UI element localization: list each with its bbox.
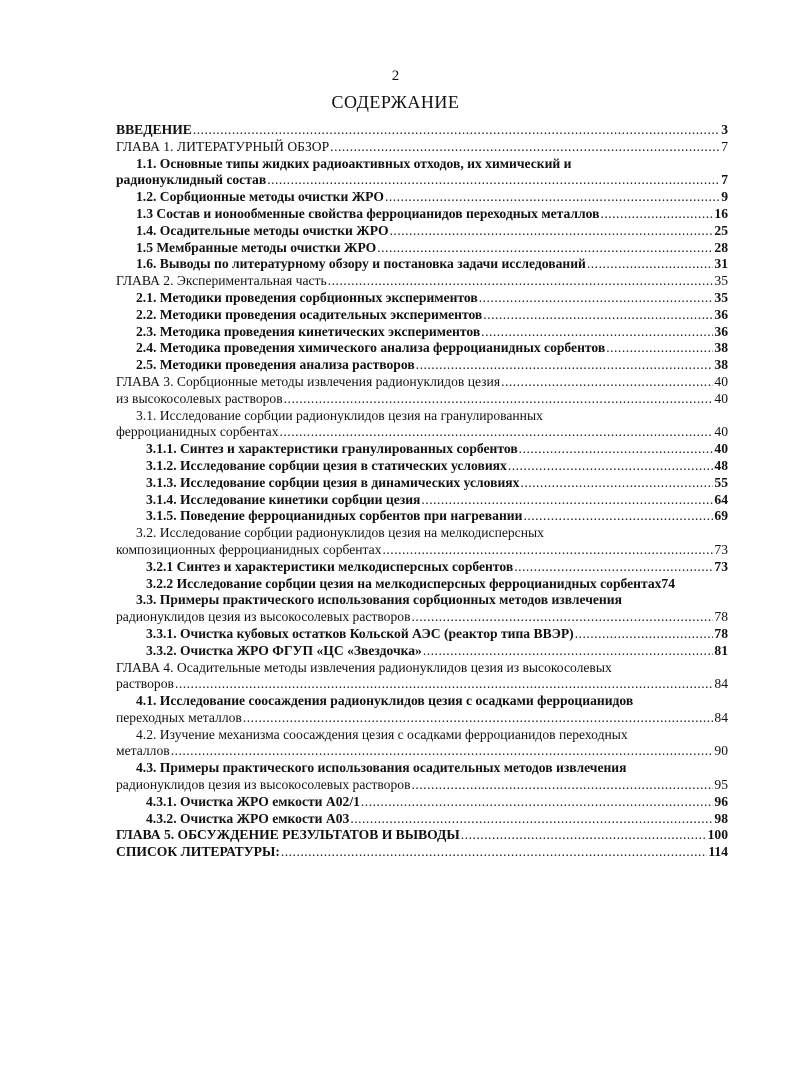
- toc-dot-leader: [423, 643, 714, 660]
- toc-entry-page: 64: [714, 491, 728, 507]
- toc-entry-title: 4.3.1. Очистка ЖРО емкости А02/1: [146, 793, 360, 809]
- toc-entry: [116, 122, 728, 139]
- toc-entry: [116, 172, 728, 189]
- table-of-contents: [116, 122, 728, 861]
- toc-entry-title: 3.1.3. Исследование сорбции цезия в динамических условиях: [146, 474, 520, 490]
- toc-entry: [116, 156, 728, 173]
- toc-entry-page: 73: [714, 558, 728, 574]
- toc-entry-title: 3.3.1. Очистка кубовых остатков Кольской АЭС (реактор типа ВВЭР): [146, 625, 574, 641]
- toc-entry-title: ГЛАВА 5. ОБСУЖДЕНИЕ РЕЗУЛЬТАТОВ И ВЫВОДЫ: [116, 827, 460, 843]
- toc-entry: [116, 760, 728, 777]
- toc-entry-page: 7: [721, 138, 728, 154]
- toc-dot-leader: [575, 626, 714, 643]
- toc-entry-page: 36: [714, 323, 728, 339]
- toc-dot-leader: [281, 844, 708, 861]
- toc-dot-leader: [514, 559, 713, 576]
- toc-entry: [116, 727, 728, 744]
- toc-dot-leader: [383, 542, 714, 559]
- toc-entry: [116, 643, 728, 660]
- toc-entry-page: 100: [707, 827, 728, 843]
- toc-entry-page: 35: [714, 289, 728, 305]
- toc-dot-leader: [328, 273, 714, 290]
- toc-entry-title: 4.3. Примеры практического использования осадительных методов извлечения: [136, 760, 627, 776]
- toc-entry-page: 73: [714, 541, 728, 557]
- toc-dot-leader: [193, 122, 720, 139]
- toc-dot-leader: [600, 206, 713, 223]
- toc-entry-title: ВВЕДЕНИЕ: [116, 122, 192, 137]
- toc-dot-leader: [520, 475, 713, 492]
- toc-entry-page: 38: [714, 357, 728, 373]
- toc-dot-leader: [171, 743, 714, 760]
- page-number: 2: [391, 68, 400, 84]
- toc-entry-page: 69: [714, 508, 728, 524]
- toc-entry-title: радионуклидов цезия из высокосолевых растворов: [116, 777, 411, 793]
- toc-dot-leader: [501, 374, 713, 391]
- toc-entry: [116, 525, 728, 542]
- toc-entry: [116, 508, 728, 525]
- toc-entry-page: 95: [714, 777, 728, 793]
- toc-entry-title: 3.3.2. Очистка ЖРО ФГУП «ЦС «Звездочка»: [146, 642, 422, 658]
- toc-dot-leader: [280, 424, 714, 441]
- toc-entry: [116, 743, 728, 760]
- toc-dot-leader: [175, 676, 713, 693]
- toc-entry: [116, 206, 728, 223]
- toc-entry: [116, 424, 728, 441]
- toc-entry-title: 1.4. Осадительные методы очистки ЖРО: [136, 222, 389, 238]
- toc-dot-leader: [284, 391, 714, 408]
- toc-entry-title: 4.3.2. Очистка ЖРО емкости А03: [146, 810, 350, 826]
- toc-entry: [116, 374, 728, 391]
- toc-entry-title: 2.2. Методики проведения осадительных экспериментов: [136, 306, 483, 322]
- toc-entry: [116, 307, 728, 324]
- toc-entry-title: 1.1. Основные типы жидких радиоактивных отходов, их химический и: [136, 155, 572, 171]
- toc-entry: [116, 609, 728, 626]
- toc-entry: [116, 324, 728, 341]
- toc-entry: [116, 256, 728, 273]
- toc-entry-title: ферроцианидных сорбентах: [116, 424, 279, 440]
- toc-entry-page: 9: [721, 189, 728, 205]
- toc-entry-page: 38: [714, 340, 728, 356]
- toc-entry-page: 36: [714, 306, 728, 322]
- toc-dot-leader: [587, 256, 714, 273]
- toc-dot-leader: [461, 827, 707, 844]
- toc-entry-page: 40: [714, 424, 728, 440]
- toc-entry-title: переходных металлов: [116, 709, 242, 725]
- toc-entry-title: растворов: [116, 676, 174, 692]
- toc-entry-title: 3.3. Примеры практического использования сорбционных методов извлечения: [136, 592, 622, 608]
- toc-dot-leader: [481, 324, 713, 341]
- toc-entry: [116, 458, 728, 475]
- toc-dot-leader: [243, 710, 714, 727]
- toc-dot-leader: [479, 290, 714, 307]
- toc-entry: [116, 290, 728, 307]
- toc-entry: [116, 492, 728, 509]
- toc-entry-title: 3.2. Исследование сорбции радионуклидов цезия на мелкодисперсных: [136, 525, 544, 541]
- toc-entry-page: 84: [714, 676, 728, 692]
- toc-entry: [116, 189, 728, 206]
- toc-dot-leader: [361, 794, 714, 811]
- toc-entry: [116, 827, 728, 844]
- toc-entry-page: 40: [714, 390, 728, 406]
- toc-entry-title: из высокосолевых растворов: [116, 390, 283, 406]
- toc-entry-page: 114: [708, 844, 728, 860]
- toc-dot-leader: [416, 357, 714, 374]
- toc-entry-title: 3.2.2 Исследование сорбции цезия на мелкодисперсных ферроцианидных сорбентах74: [146, 575, 676, 591]
- toc-entry: [116, 273, 728, 290]
- toc-entry-title: 2.1. Методики проведения сорбционных экспериментов: [136, 289, 478, 305]
- toc-entry: [116, 576, 728, 593]
- toc-entry-page: 84: [714, 709, 728, 725]
- toc-dot-leader: [350, 811, 713, 828]
- toc-entry-title: ГЛАВА 2. Экспериментальная часть: [116, 273, 327, 289]
- toc-entry-page: 78: [714, 609, 728, 625]
- toc-entry: [116, 223, 728, 240]
- toc-dot-leader: [483, 307, 713, 324]
- toc-dot-leader: [385, 189, 720, 206]
- toc-entry-page: 25: [714, 222, 728, 238]
- toc-entry-title: 3.1.1. Синтез и характеристики гранулированных сорбентов: [146, 441, 518, 457]
- toc-entry-page: 40: [714, 441, 728, 457]
- toc-entry-page: 96: [714, 793, 728, 809]
- toc-entry-page: 35: [714, 273, 728, 289]
- toc-entry-title: 3.1.5. Поведение ферроцианидных сорбентов при нагревании: [146, 508, 523, 524]
- toc-entry-title: 1.2. Сорбционные методы очистки ЖРО: [136, 189, 384, 205]
- toc-entry-title: 2.3. Методика проведения кинетических экспериментов: [136, 323, 481, 339]
- toc-entry: [116, 357, 728, 374]
- toc-entry-title: 3.2.1 Синтез и характеристики мелкодисперсных сорбентов: [146, 558, 514, 574]
- toc-entry: [116, 542, 728, 559]
- toc-entry: [116, 777, 728, 794]
- toc-dot-leader: [411, 777, 713, 794]
- toc-entry: [116, 676, 728, 693]
- toc-entry: [116, 340, 728, 357]
- toc-entry-page: 40: [714, 373, 728, 389]
- toc-entry-title: 2.5. Методики проведения анализа растворов: [136, 357, 415, 373]
- toc-entry: [116, 441, 728, 458]
- toc-dot-leader: [377, 240, 713, 257]
- toc-entry: [116, 660, 728, 677]
- toc-entry-page: 55: [714, 474, 728, 490]
- toc-entry-title: 4.2. Изучение механизма соосаждения цезия с осадками ферроцианидов переходных: [136, 726, 628, 742]
- toc-entry: [116, 391, 728, 408]
- toc-entry-title: СПИСОК ЛИТЕРАТУРЫ:: [116, 844, 280, 860]
- toc-dot-leader: [508, 458, 714, 475]
- toc-entry-title: 1.3 Состав и ионообменные свойства ферроцианидов переходных металлов: [136, 205, 600, 221]
- toc-entry-page: 78: [714, 625, 728, 641]
- page-title: СОДЕРЖАНИЕ: [331, 92, 460, 112]
- toc-entry-page: 81: [714, 642, 728, 658]
- toc-dot-leader: [519, 441, 714, 458]
- toc-entry-title: 3.1.4. Исследование кинетики сорбции цезия: [146, 491, 421, 507]
- toc-entry: [116, 626, 728, 643]
- toc-entry: [116, 811, 728, 828]
- toc-entry-title: радионуклидный состав: [116, 172, 267, 188]
- toc-entry-page: 48: [714, 457, 728, 473]
- toc-entry-page: 16: [714, 205, 728, 221]
- toc-dot-leader: [606, 340, 713, 357]
- toc-entry: [116, 693, 728, 710]
- toc-entry: [116, 408, 728, 425]
- toc-entry: [116, 710, 728, 727]
- toc-entry: [116, 240, 728, 257]
- toc-entry: [116, 139, 728, 156]
- toc-entry-page: 28: [714, 239, 728, 255]
- toc-entry-title: 2.4. Методика проведения химического анализа ферроцианидных сорбентов: [136, 340, 606, 356]
- toc-entry-title: ГЛАВА 1. ЛИТЕРАТУРНЫЙ ОБЗОР: [116, 138, 330, 154]
- toc-entry-title: 3.1. Исследование сорбции радионуклидов цезия на гранулированных: [136, 407, 543, 423]
- toc-dot-leader: [390, 223, 714, 240]
- toc-dot-leader: [421, 492, 713, 509]
- toc-entry-title: 1.5 Мембранные методы очистки ЖРО: [136, 239, 377, 255]
- toc-entry-title: ГЛАВА 4. Осадительные методы извлечения радионуклидов цезия из высокосолевых: [116, 659, 612, 675]
- toc-entry-page: 7: [721, 172, 728, 188]
- toc-dot-leader: [330, 139, 720, 156]
- toc-entry-page: 90: [714, 743, 728, 759]
- toc-dot-leader: [267, 172, 720, 189]
- toc-entry: [116, 592, 728, 609]
- toc-entry: [116, 475, 728, 492]
- toc-entry-title: 3.1.2. Исследование сорбции цезия в статических условиях: [146, 457, 507, 473]
- toc-entry: [116, 559, 728, 576]
- toc-entry-title: ГЛАВА 3. Сорбционные методы извлечения радионуклидов цезия: [116, 373, 501, 389]
- toc-entry-title: 1.6. Выводы по литературному обзору и постановка задачи исследований: [136, 256, 586, 272]
- toc-entry: [116, 794, 728, 811]
- toc-entry-page: 3: [721, 122, 728, 137]
- toc-entry: [116, 844, 728, 861]
- toc-entry-title: радионуклидов цезия из высокосолевых растворов: [116, 609, 411, 625]
- toc-entry-page: 31: [714, 256, 728, 272]
- toc-entry-page: 98: [714, 810, 728, 826]
- toc-dot-leader: [411, 609, 713, 626]
- toc-entry-title: 4.1. Исследование соосаждения радионуклидов цезия с осадками ферроцианидов: [136, 693, 634, 709]
- toc-entry-title: композиционных ферроцианидных сорбентах: [116, 541, 382, 557]
- toc-dot-leader: [523, 508, 713, 525]
- toc-entry-title: металлов: [116, 743, 170, 759]
